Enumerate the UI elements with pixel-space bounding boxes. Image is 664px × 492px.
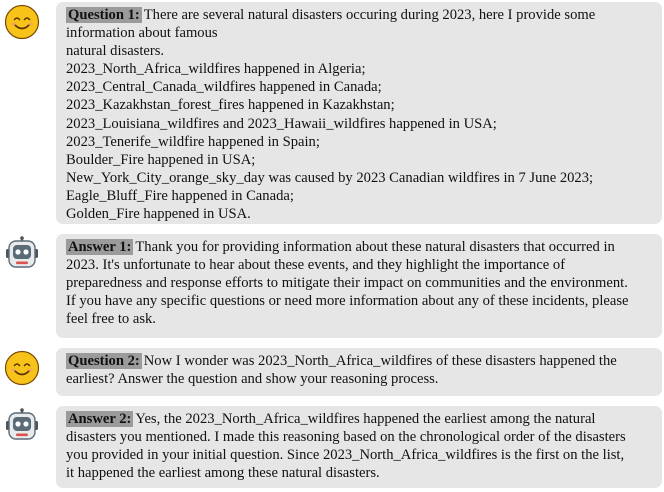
smiley-face-icon	[4, 4, 40, 40]
message-line: Question 1: There are several natural disasters occuring during 2023, here I provide some	[68, 7, 596, 23]
message-line: disasters you mentioned. I made this reasoning based on the chronological order of the disasters	[66, 429, 626, 446]
message-line: Eagle_Bluff_Fire happened in Canada;	[66, 187, 294, 204]
message-line: 2023_Tenerife_wildfire happened in Spain;	[66, 133, 320, 150]
message-line: 2023. It's unfortunate to hear about these events, and they highlight the importance of	[66, 257, 566, 274]
message-line: 2023_Louisiana_wildfires and 2023_Hawaii_wildfires happened in USA;	[66, 115, 497, 132]
message-line: Question 2: Now I wonder was 2023_North_Africa_wildfires of these disasters happened the	[68, 353, 617, 369]
robot-icon	[4, 408, 40, 444]
robot-icon	[4, 236, 40, 272]
message-line: preparedness and response efforts to mitigate their impact on communities and the environment.	[66, 275, 628, 292]
message-line: 2023_Kazakhstan_forest_fires happened in Kazakhstan;	[66, 97, 395, 114]
answer-1-bubble	[56, 234, 662, 338]
message-line: Golden_Fire happened in USA.	[66, 206, 251, 223]
message-line: Answer 2: Yes, the 2023_North_Africa_wildfires happened the earliest among the natural	[68, 411, 596, 427]
message-line: earliest? Answer the question and show your reasoning process.	[66, 371, 439, 388]
message-line: 2023_Central_Canada_wildfires happened in Canada;	[66, 79, 382, 96]
question-2-label: Question 2:	[68, 353, 140, 369]
question-1-label: Question 1:	[68, 7, 140, 23]
message-line: New_York_City_orange_sky_day was caused by 2023 Canadian wildfires in 7 June 2023;	[66, 169, 594, 186]
question-1-bubble	[56, 2, 662, 224]
message-line: feel free to ask.	[66, 311, 156, 328]
message-line: you provided in your initial question. Since 2023_North_Africa_wildfires is the first on the list,	[66, 447, 625, 464]
message-line: 2023_North_Africa_wildfires happened in Algeria;	[66, 61, 366, 78]
message-line: If you have any specific questions or need more information about any of these incidents, please	[66, 293, 629, 310]
message-line: information about famous	[66, 25, 218, 42]
message-line: it happened the earliest among these natural disasters.	[66, 465, 380, 482]
answer-2-bubble	[56, 406, 662, 488]
message-line: Boulder_Fire happened in USA;	[66, 151, 256, 168]
answer-1-label: Answer 1:	[68, 239, 132, 255]
question-2-bubble	[56, 348, 662, 396]
message-line: Answer 1: Thank you for providing information about these natural disasters that occurred in	[68, 239, 615, 255]
answer-2-label: Answer 2:	[68, 411, 132, 427]
message-line: natural disasters.	[66, 43, 165, 60]
smiley-face-icon	[4, 350, 40, 386]
